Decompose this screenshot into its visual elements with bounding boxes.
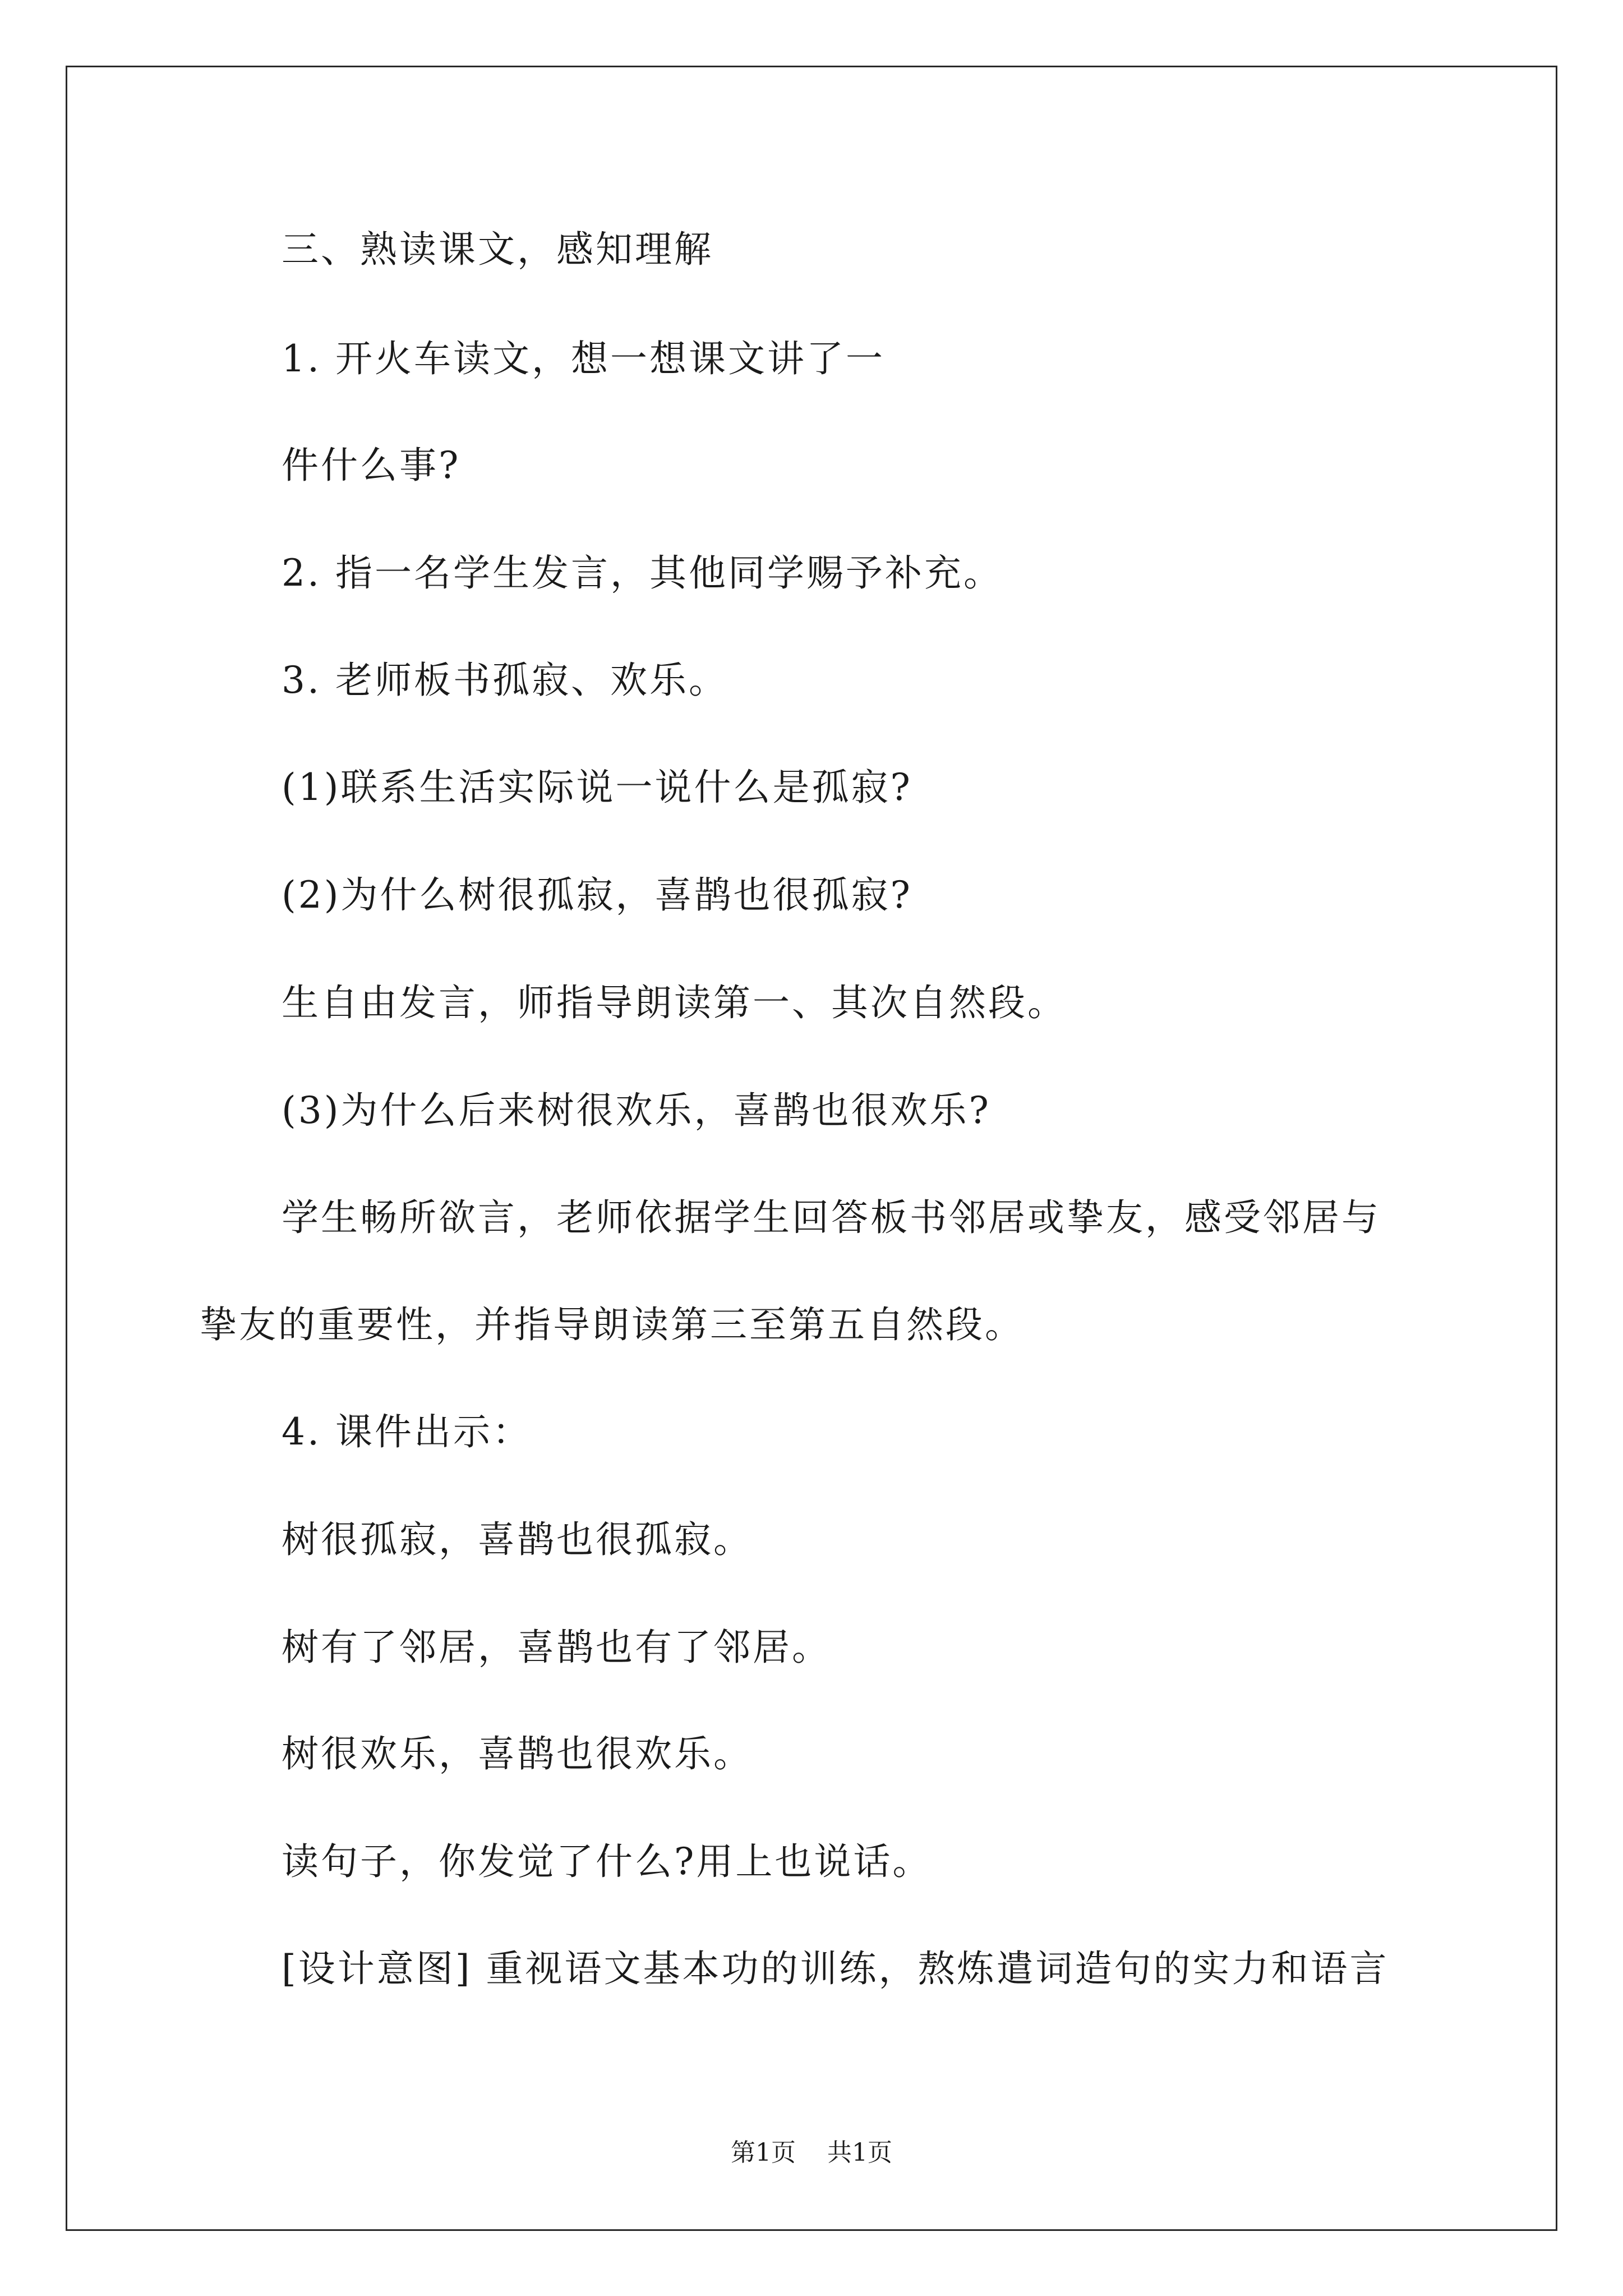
paragraph-line: [设计意图] 重视语文基本功的训练，熬炼遣词造句的实力和语言 <box>282 1947 1389 1990</box>
paragraph-line: 树很欢乐，喜鹊也很欢乐。 <box>282 1732 753 1775</box>
paragraph-line: 4. 课件出示： <box>282 1410 532 1453</box>
paragraph-line: 挚友的重要性，并指导朗读第三至第五自然段。 <box>200 1303 1024 1346</box>
paragraph-line: 树有了邻居，喜鹊也有了邻居。 <box>282 1626 831 1669</box>
paragraph-line: 学生畅所欲言，老师依据学生回答板书邻居或挚友，感受邻居与 <box>282 1196 1381 1239</box>
page-border <box>66 66 1557 2231</box>
page-footer: 第1页 共1页 <box>731 2138 892 2167</box>
paragraph-line: 3. 老师板书孤寂、欢乐。 <box>282 659 728 702</box>
paragraph-line: 2. 指一名学生发言，其他同学赐予补充。 <box>282 551 1003 595</box>
paragraph-line: 树很孤寂，喜鹊也很孤寂。 <box>282 1518 753 1561</box>
paragraph-line: 件什么事? <box>282 444 461 487</box>
paragraph-line: 读句子，你发觉了什么?用上也说话。 <box>282 1840 932 1883</box>
paragraph-line: 1. 开火车读文，想一想课文讲了一 <box>282 337 885 380</box>
paragraph-line: (3)为什么后来树很欢乐，喜鹊也很欢乐? <box>282 1089 991 1132</box>
paragraph-line: (2)为什么树很孤寂，喜鹊也很孤寂? <box>282 873 912 917</box>
paragraph-line: (1)联系生活实际说一说什么是孤寂? <box>282 766 912 809</box>
section-heading: 三、熟读课文，感知理解 <box>282 228 713 271</box>
paragraph-line: 生自由发言，师指导朗读第一、其次自然段。 <box>282 981 1067 1024</box>
